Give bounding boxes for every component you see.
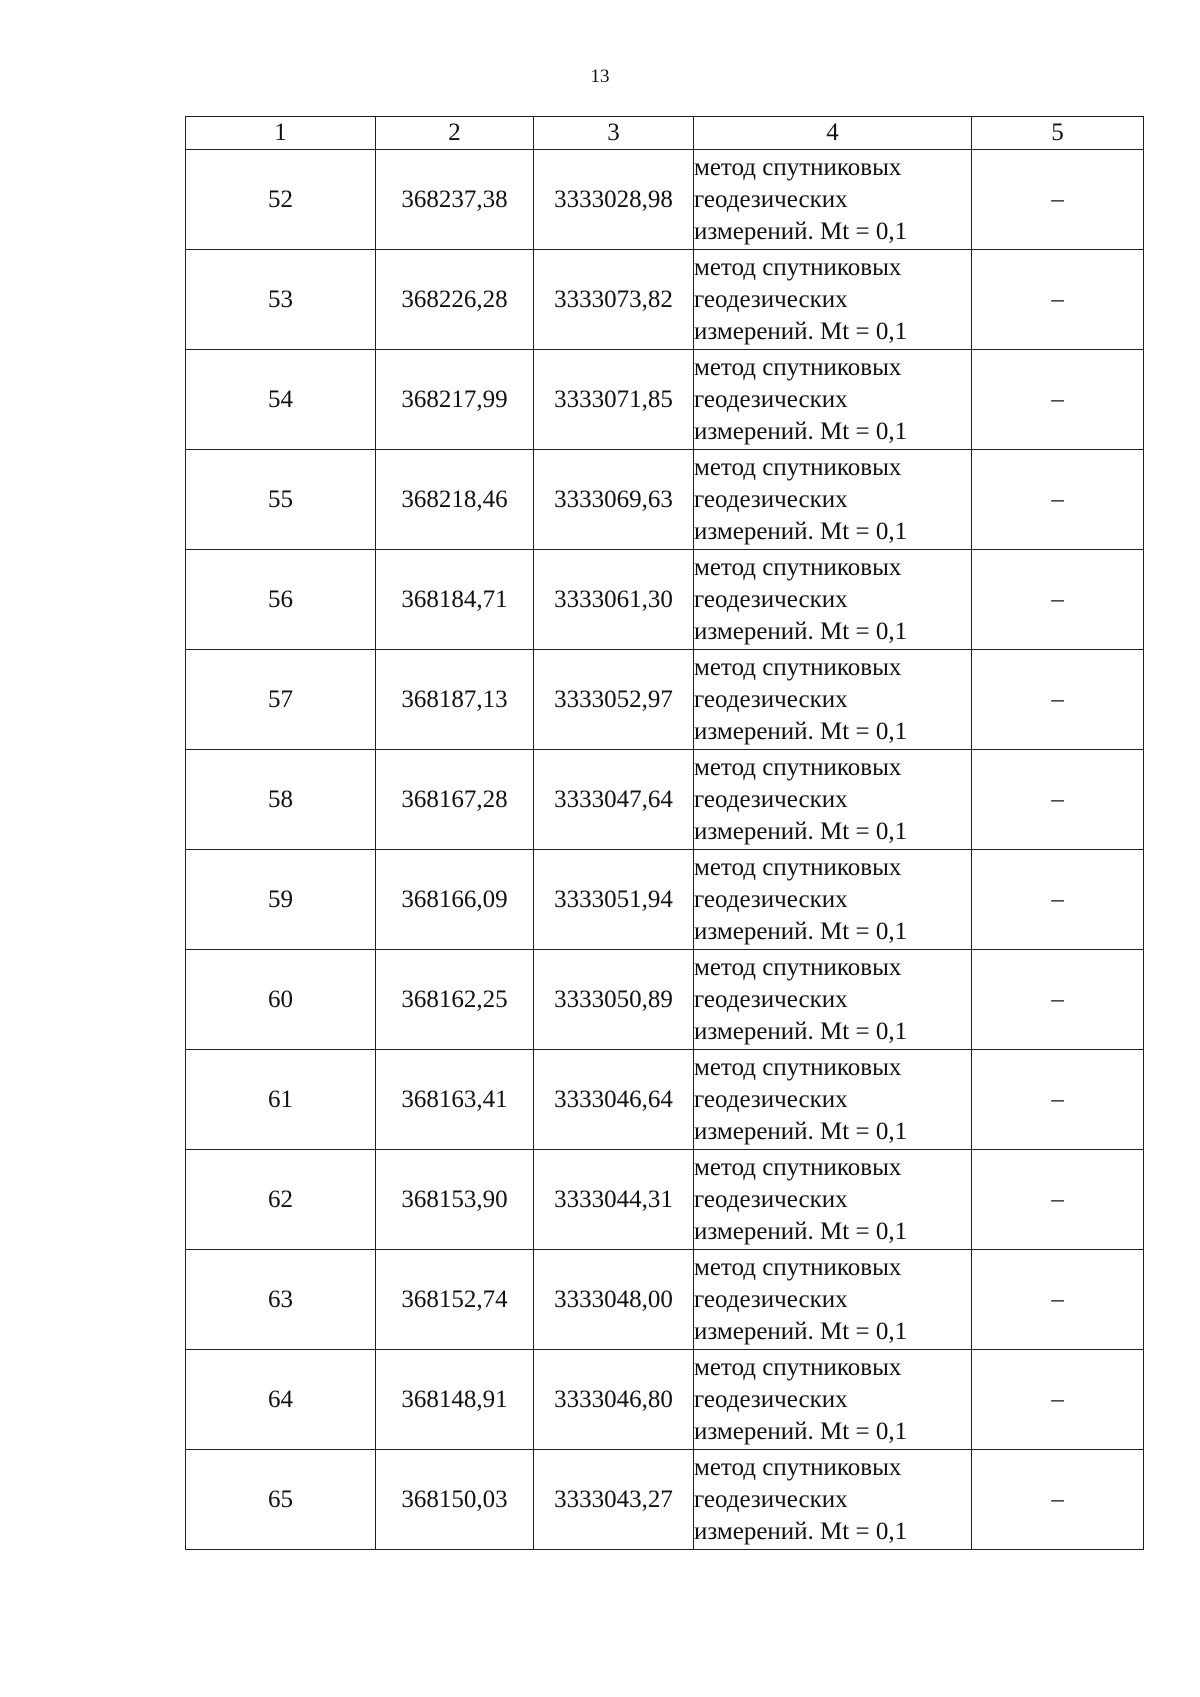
y-coordinate-cell: 3333028,98 — [534, 150, 694, 250]
method-text-line: геодезических — [694, 1085, 848, 1113]
x-coordinate-cell: 368237,38 — [376, 150, 534, 250]
table-row — [186, 1050, 1144, 1150]
method-text-line: метод спутниковых — [694, 1253, 902, 1281]
method-cell — [694, 250, 972, 350]
method-text-line: метод спутниковых — [694, 953, 902, 981]
y-coordinate-cell: 3333050,89 — [534, 950, 694, 1050]
y-coordinate-cell: 3333044,31 — [534, 1150, 694, 1250]
method-text-line: геодезических — [694, 485, 848, 513]
point-number-cell: 59 — [186, 850, 376, 950]
method-text-line: метод спутниковых — [694, 753, 902, 781]
note-cell: – — [972, 1250, 1144, 1350]
y-coordinate-cell: 3333048,00 — [534, 1250, 694, 1350]
method-text-line: метод спутниковых — [694, 253, 902, 281]
method-text-line: геодезических — [694, 1385, 848, 1413]
x-coordinate-cell: 368162,25 — [376, 950, 534, 1050]
note-cell: – — [972, 150, 1144, 250]
point-number-cell: 58 — [186, 750, 376, 850]
point-number-cell: 61 — [186, 1050, 376, 1150]
table-row — [186, 250, 1144, 350]
point-number-cell: 53 — [186, 250, 376, 350]
point-number-cell: 65 — [186, 1450, 376, 1550]
method-text-line: измерений. Mt = 0,1 — [694, 717, 908, 745]
note-cell: – — [972, 1150, 1144, 1250]
table-row — [186, 1450, 1144, 1550]
table-row — [186, 350, 1144, 450]
note-cell: – — [972, 550, 1144, 650]
method-text-line: измерений. Mt = 0,1 — [694, 317, 908, 345]
y-coordinate-cell: 3333043,27 — [534, 1450, 694, 1550]
y-coordinate-cell: 3333073,82 — [534, 250, 694, 350]
coordinates-table — [185, 116, 1144, 1550]
table-row — [186, 450, 1144, 550]
method-cell — [694, 1450, 972, 1550]
method-text-line: измерений. Mt = 0,1 — [694, 617, 908, 645]
method-cell — [694, 350, 972, 450]
method-cell — [694, 1150, 972, 1250]
method-text-line: измерений. Mt = 0,1 — [694, 1217, 908, 1245]
note-cell: – — [972, 1050, 1144, 1150]
table-body — [186, 150, 1144, 1550]
note-cell: – — [972, 850, 1144, 950]
point-number-cell: 63 — [186, 1250, 376, 1350]
method-text-line: геодезических — [694, 185, 848, 213]
x-coordinate-cell: 368150,03 — [376, 1450, 534, 1550]
x-coordinate-cell: 368166,09 — [376, 850, 534, 950]
method-cell — [694, 950, 972, 1050]
method-text-line: измерений. Mt = 0,1 — [694, 1417, 908, 1445]
method-cell — [694, 1050, 972, 1150]
x-coordinate-cell: 368153,90 — [376, 1150, 534, 1250]
method-cell — [694, 1350, 972, 1450]
method-text-line: измерений. Mt = 0,1 — [694, 217, 908, 245]
x-coordinate-cell: 368163,41 — [376, 1050, 534, 1150]
method-text-line: метод спутниковых — [694, 1153, 902, 1181]
table-row — [186, 1150, 1144, 1250]
x-coordinate-cell: 368167,28 — [376, 750, 534, 850]
x-coordinate-cell: 368152,74 — [376, 1250, 534, 1350]
method-cell — [694, 650, 972, 750]
y-coordinate-cell: 3333046,80 — [534, 1350, 694, 1450]
table-row — [186, 750, 1144, 850]
point-number-cell: 55 — [186, 450, 376, 550]
method-text-line: геодезических — [694, 385, 848, 413]
y-coordinate-cell: 3333047,64 — [534, 750, 694, 850]
note-cell: – — [972, 450, 1144, 550]
x-coordinate-cell: 368184,71 — [376, 550, 534, 650]
x-coordinate-cell: 368148,91 — [376, 1350, 534, 1450]
table-row — [186, 1350, 1144, 1450]
column-header-2: 2 — [376, 117, 534, 150]
method-cell — [694, 850, 972, 950]
point-number-cell: 56 — [186, 550, 376, 650]
method-text-line: метод спутниковых — [694, 153, 902, 181]
method-text-line: метод спутниковых — [694, 353, 902, 381]
column-header-5: 5 — [972, 117, 1144, 150]
table-row — [186, 1250, 1144, 1350]
point-number-cell: 57 — [186, 650, 376, 750]
method-text-line: метод спутниковых — [694, 553, 902, 581]
table-row — [186, 150, 1144, 250]
y-coordinate-cell: 3333046,64 — [534, 1050, 694, 1150]
method-text-line: геодезических — [694, 285, 848, 313]
method-text-line: измерений. Mt = 0,1 — [694, 1317, 908, 1345]
method-text-line: измерений. Mt = 0,1 — [694, 1017, 908, 1045]
column-header-1: 1 — [186, 117, 376, 150]
method-text-line: измерений. Mt = 0,1 — [694, 1517, 908, 1545]
note-cell: – — [972, 350, 1144, 450]
note-cell: – — [972, 950, 1144, 1050]
note-cell: – — [972, 250, 1144, 350]
point-number-cell: 64 — [186, 1350, 376, 1450]
y-coordinate-cell: 3333061,30 — [534, 550, 694, 650]
x-coordinate-cell: 368218,46 — [376, 450, 534, 550]
method-cell — [694, 550, 972, 650]
method-text-line: метод спутниковых — [694, 1053, 902, 1081]
method-cell — [694, 1250, 972, 1350]
x-coordinate-cell: 368187,13 — [376, 650, 534, 750]
method-text-line: измерений. Mt = 0,1 — [694, 817, 908, 845]
note-cell: – — [972, 650, 1144, 750]
y-coordinate-cell: 3333051,94 — [534, 850, 694, 950]
method-text-line: метод спутниковых — [694, 853, 902, 881]
table-row — [186, 550, 1144, 650]
y-coordinate-cell: 3333069,63 — [534, 450, 694, 550]
page-number: 13 — [590, 66, 610, 87]
point-number-cell: 52 — [186, 150, 376, 250]
table-row — [186, 850, 1144, 950]
table-row — [186, 650, 1144, 750]
point-number-cell: 54 — [186, 350, 376, 450]
note-cell: – — [972, 1350, 1144, 1450]
method-text-line: метод спутниковых — [694, 1453, 902, 1481]
y-coordinate-cell: 3333071,85 — [534, 350, 694, 450]
y-coordinate-cell: 3333052,97 — [534, 650, 694, 750]
table-header-row — [186, 117, 1144, 150]
method-text-line: метод спутниковых — [694, 1353, 902, 1381]
column-header-3: 3 — [534, 117, 694, 150]
note-cell: – — [972, 750, 1144, 850]
method-text-line: геодезических — [694, 685, 848, 713]
method-text-line: геодезических — [694, 1285, 848, 1313]
method-text-line: измерений. Mt = 0,1 — [694, 1117, 908, 1145]
method-text-line: измерений. Mt = 0,1 — [694, 417, 908, 445]
method-text-line: измерений. Mt = 0,1 — [694, 517, 908, 545]
method-cell — [694, 150, 972, 250]
point-number-cell: 60 — [186, 950, 376, 1050]
method-cell — [694, 750, 972, 850]
method-text-line: геодезических — [694, 1185, 848, 1213]
note-cell: – — [972, 1450, 1144, 1550]
x-coordinate-cell: 368217,99 — [376, 350, 534, 450]
method-text-line: измерений. Mt = 0,1 — [694, 917, 908, 945]
method-text-line: геодезических — [694, 1485, 848, 1513]
point-number-cell: 62 — [186, 1150, 376, 1250]
column-header-4: 4 — [694, 117, 972, 150]
method-text-line: геодезических — [694, 985, 848, 1013]
method-text-line: геодезических — [694, 585, 848, 613]
method-text-line: геодезических — [694, 885, 848, 913]
method-text-line: геодезических — [694, 785, 848, 813]
method-text-line: метод спутниковых — [694, 453, 902, 481]
method-text-line: метод спутниковых — [694, 653, 902, 681]
table-row — [186, 950, 1144, 1050]
method-cell — [694, 450, 972, 550]
x-coordinate-cell: 368226,28 — [376, 250, 534, 350]
